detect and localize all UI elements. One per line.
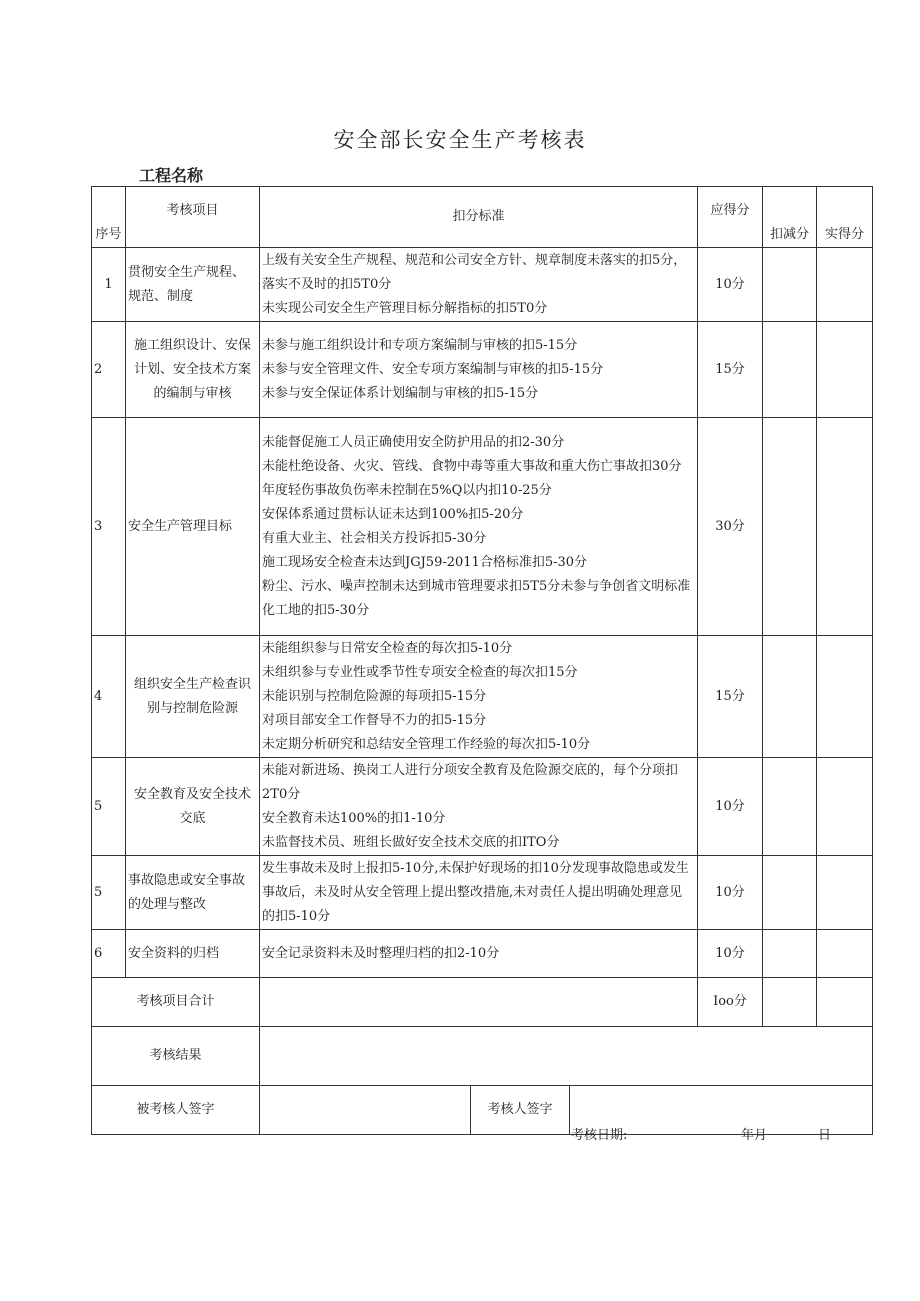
row-deduct-cell <box>763 418 817 636</box>
row-seq: 4 <box>92 636 126 758</box>
row-actual-cell <box>817 636 873 758</box>
assessment-table <box>91 186 873 1135</box>
total-row <box>92 978 873 1027</box>
row-item: 安全资料的归档 <box>126 930 260 978</box>
criteria-line: 未能识别与控制危险源的每项扣5-15分 <box>262 688 487 704</box>
table-row <box>92 758 873 856</box>
row-seq: 6 <box>92 930 126 978</box>
criteria-line: 未定期分析研究和总结安全管理工作经验的每次扣5-10分 <box>262 736 591 752</box>
project-name-label: 工程名称 <box>139 166 204 185</box>
row-score: 10分 <box>698 758 763 856</box>
header-seq: 序号 <box>92 187 126 248</box>
row-score: 10分 <box>698 930 763 978</box>
criteria-line: 安保体系通过贯标认证未达到100%扣5-20分 <box>262 506 524 522</box>
row-actual-cell <box>817 856 873 930</box>
assessor-signature-label: 考核人签字 <box>471 1086 570 1134</box>
result-label: 考核结果 <box>92 1027 260 1086</box>
row-criteria <box>260 636 698 758</box>
header-actual-score: 实得分 <box>817 187 873 248</box>
criteria-line: 安全记录资料未及时整理归档的扣2-10分 <box>262 945 500 961</box>
row-actual-cell <box>817 248 873 322</box>
row-item: 组织安全生产检查识别与控制危险源 <box>126 636 260 758</box>
row-seq: 1 <box>92 248 126 322</box>
criteria-line: 粉尘、污水、噪声控制未达到城市管理要求扣5T5分未参与争创省文明标准化工地的扣5-30分 <box>262 578 691 618</box>
table-row <box>92 636 873 758</box>
header-criteria: 扣分标准 <box>260 187 698 248</box>
row-deduct-cell <box>763 758 817 856</box>
row-seq: 5 <box>92 856 126 930</box>
criteria-line: 未能杜绝设备、火灾、管线、食物中毒等重大事故和重大伤亡事故扣30分 <box>262 458 682 474</box>
date-day: 日 <box>818 1128 832 1143</box>
row-item: 安全生产管理目标 <box>126 418 260 636</box>
row-item: 事故隐患或安全事故的处理与整改 <box>126 856 260 930</box>
header-row <box>92 187 873 248</box>
assessee-signature-field <box>260 1086 471 1134</box>
assessment-date-label: 考核日期: <box>571 1128 628 1143</box>
total-deduct-cell <box>763 978 817 1027</box>
assessee-signature-label: 被考核人签字 <box>92 1086 260 1135</box>
table-row <box>92 248 873 322</box>
row-actual-cell <box>817 758 873 856</box>
row-deduct-cell <box>763 322 817 418</box>
row-seq: 2 <box>92 322 126 418</box>
row-criteria <box>260 322 698 418</box>
row-deduct-cell <box>763 930 817 978</box>
total-actual-cell <box>817 978 873 1027</box>
result-value-cell <box>260 1027 873 1086</box>
criteria-line: 未能组织参与日常安全检查的每次扣5-10分 <box>262 640 513 656</box>
row-actual-cell <box>817 418 873 636</box>
row-score: 15分 <box>698 322 763 418</box>
row-criteria <box>260 758 698 856</box>
result-row <box>92 1027 873 1086</box>
criteria-line: 未实现公司安全生产管理目标分解指标的扣5T0分 <box>262 300 548 316</box>
criteria-line: 年度轻伤事故负伤率未控制在5%Q以内扣10-25分 <box>262 482 552 498</box>
criteria-line: 发生事故未及时上报扣5-10分,未保护好现场的扣10分发现事故隐患或发生事故后，未及时从安全管理上提出整改措施,未对责任人提出明确处理意见的扣5-10分 <box>262 860 689 924</box>
row-score: 10分 <box>698 856 763 930</box>
criteria-line: 对项目部安全工作督导不力的扣5-15分 <box>262 712 487 728</box>
row-score: 10分 <box>698 248 763 322</box>
criteria-line: 上级有关安全生产规程、规范和公司安全方针、规章制度未落实的扣5分，落实不及时的扣5T0分 <box>262 252 687 292</box>
page-title: 安全部长安全生产考核表 <box>333 128 587 152</box>
date-year-month: 年月 <box>741 1128 768 1143</box>
table-row <box>92 930 873 978</box>
row-actual-cell <box>817 322 873 418</box>
row-item: 贯彻安全生产规程、规范、制度 <box>126 248 260 322</box>
criteria-line: 施工现场安全检查未达到JGJ59-2011合格标准扣5-30分 <box>262 554 588 570</box>
criteria-line: 有重大业主、社会相关方投诉扣5-30分 <box>262 530 487 546</box>
criteria-line: 未能督促施工人员正确使用安全防护用品的扣2-30分 <box>262 434 565 450</box>
criteria-line: 未组织参与专业性或季节性专项安全检查的每次扣15分 <box>262 664 578 680</box>
row-seq: 3 <box>92 418 126 636</box>
table-row <box>92 418 873 636</box>
criteria-line: 未参与安全保证体系计划编制与审核的扣5-15分 <box>262 385 539 401</box>
row-score: 30分 <box>698 418 763 636</box>
row-criteria <box>260 248 698 322</box>
row-actual-cell <box>817 930 873 978</box>
row-seq: 5 <box>92 758 126 856</box>
row-criteria <box>260 856 698 930</box>
row-deduct-cell <box>763 248 817 322</box>
total-label: 考核项目合计 <box>92 978 260 1027</box>
signature-area <box>260 1086 873 1135</box>
row-score: 15分 <box>698 636 763 758</box>
header-deduct-score: 扣减分 <box>763 187 817 248</box>
header-item: 考核项目 <box>126 187 260 248</box>
row-item: 施工组织设计、安保计划、安全技术方案的编制与审核 <box>126 322 260 418</box>
total-criteria-cell <box>260 978 698 1027</box>
row-deduct-cell <box>763 856 817 930</box>
table-row <box>92 322 873 418</box>
criteria-line: 安全教育未达100%的扣1-10分 <box>262 810 446 826</box>
criteria-line: 未参与施工组织设计和专项方案编制与审核的扣5-15分 <box>262 337 578 353</box>
criteria-line: 未能对新进场、换岗工人进行分项安全教育及危险源交底的，每个分项扣2T0分 <box>262 762 679 802</box>
row-criteria <box>260 930 698 978</box>
header-due-score: 应得分 <box>698 187 763 248</box>
row-item: 安全教育及安全技术交底 <box>126 758 260 856</box>
row-deduct-cell <box>763 636 817 758</box>
table-row <box>92 856 873 930</box>
row-criteria <box>260 418 698 636</box>
criteria-line: 未参与安全管理文件、安全专项方案编制与审核的扣5-15分 <box>262 361 604 377</box>
criteria-line: 未监督技术员、班组长做好安全技术交底的扣ITO分 <box>262 834 560 850</box>
total-score: Ioo分 <box>698 978 763 1027</box>
